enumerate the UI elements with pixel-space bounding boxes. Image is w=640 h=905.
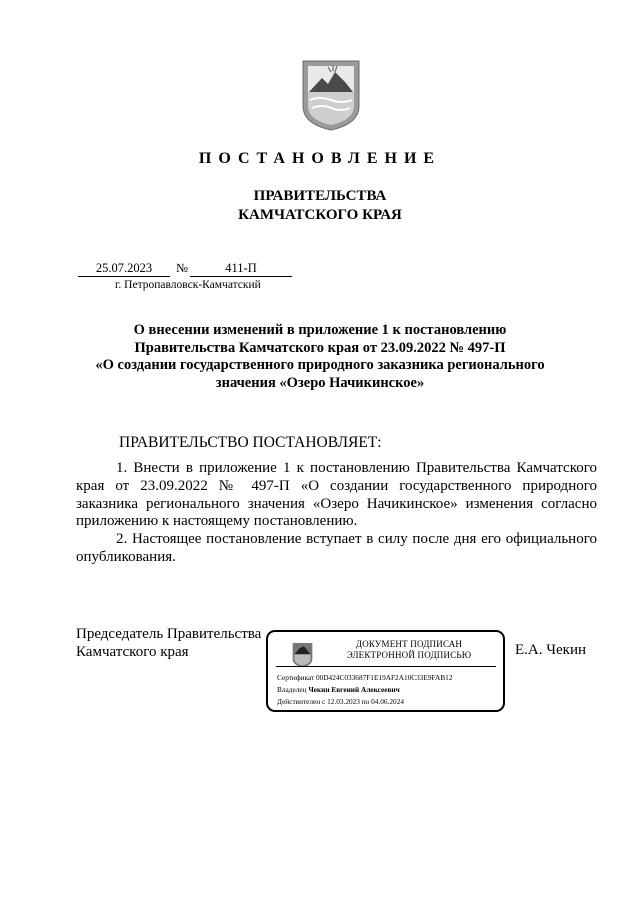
signatory-position xyxy=(76,625,261,661)
city: г. Петропавловск-Камчатский xyxy=(115,279,261,291)
owner-value: Чекин Евгений Алексеевич xyxy=(308,685,400,694)
paragraph: 1. Внести в приложение 1 к постановлению Правительства Камчатского края от 23.09.2022 № 497-П «О создании государственного природного заказника регионального значения «Озеро Начикинское» изменения согласно приложению к настоящему постановлению. xyxy=(76,460,597,530)
stamp-divider xyxy=(276,666,496,667)
paragraph: 2. Настоящее постановление вступает в силу после дня его официального опубликования. xyxy=(76,531,597,565)
e-signature-stamp xyxy=(266,630,505,712)
validity-row xyxy=(277,697,404,706)
document-date: 25.07.2023 xyxy=(78,261,170,277)
certificate-value: 00D424C033687F1E19AF2A10C33E9FAB12 xyxy=(315,673,453,682)
document-number: 411-П xyxy=(190,261,292,277)
document-title xyxy=(60,322,580,392)
valid-to: 04.06.2024 xyxy=(371,697,404,706)
valid-from-label: Действителен с xyxy=(277,697,326,706)
title-line: «О создании государственного природного заказника регионального xyxy=(95,357,545,373)
valid-from: 12.03.2023 xyxy=(327,697,360,706)
position-line: Камчатского края xyxy=(76,644,189,660)
owner-row xyxy=(277,685,400,694)
certificate-row xyxy=(277,673,452,682)
position-line: Председатель Правительства xyxy=(76,626,262,642)
title-line: О внесении изменений в приложение 1 к постановлению xyxy=(133,322,507,338)
number-label: № xyxy=(176,261,188,275)
valid-to-label: по xyxy=(361,697,370,706)
coat-of-arms-icon xyxy=(300,58,362,132)
document-type: ПОСТАНОВЛЕНИЕ xyxy=(198,150,442,167)
stamp-emblem-icon xyxy=(290,642,315,668)
title-line: значения «Озеро Начикинское» xyxy=(215,374,425,391)
decree-heading: ПРАВИТЕЛЬСТВО ПОСТАНОВЛЯЕТ: xyxy=(119,434,382,451)
stamp-heading xyxy=(314,639,504,661)
issuer-line: ПРАВИТЕЛЬСТВА xyxy=(253,188,387,204)
document-body xyxy=(76,460,597,567)
issuer-line: КАМЧАТСКОГО КРАЯ xyxy=(238,207,402,223)
signatory-name: Е.А. Чекин xyxy=(515,642,586,658)
certificate-label: Сертификат xyxy=(277,673,315,682)
stamp-heading-line: ЭЛЕКТРОННОЙ ПОДПИСЬЮ xyxy=(346,650,472,660)
stamp-heading-line: ДОКУМЕНТ ПОДПИСАН xyxy=(355,639,463,649)
issuer xyxy=(0,187,640,225)
owner-label: Владелец xyxy=(277,685,307,694)
title-line: Правительства Камчатского края от 23.09.2022 № 497-П xyxy=(134,339,506,356)
